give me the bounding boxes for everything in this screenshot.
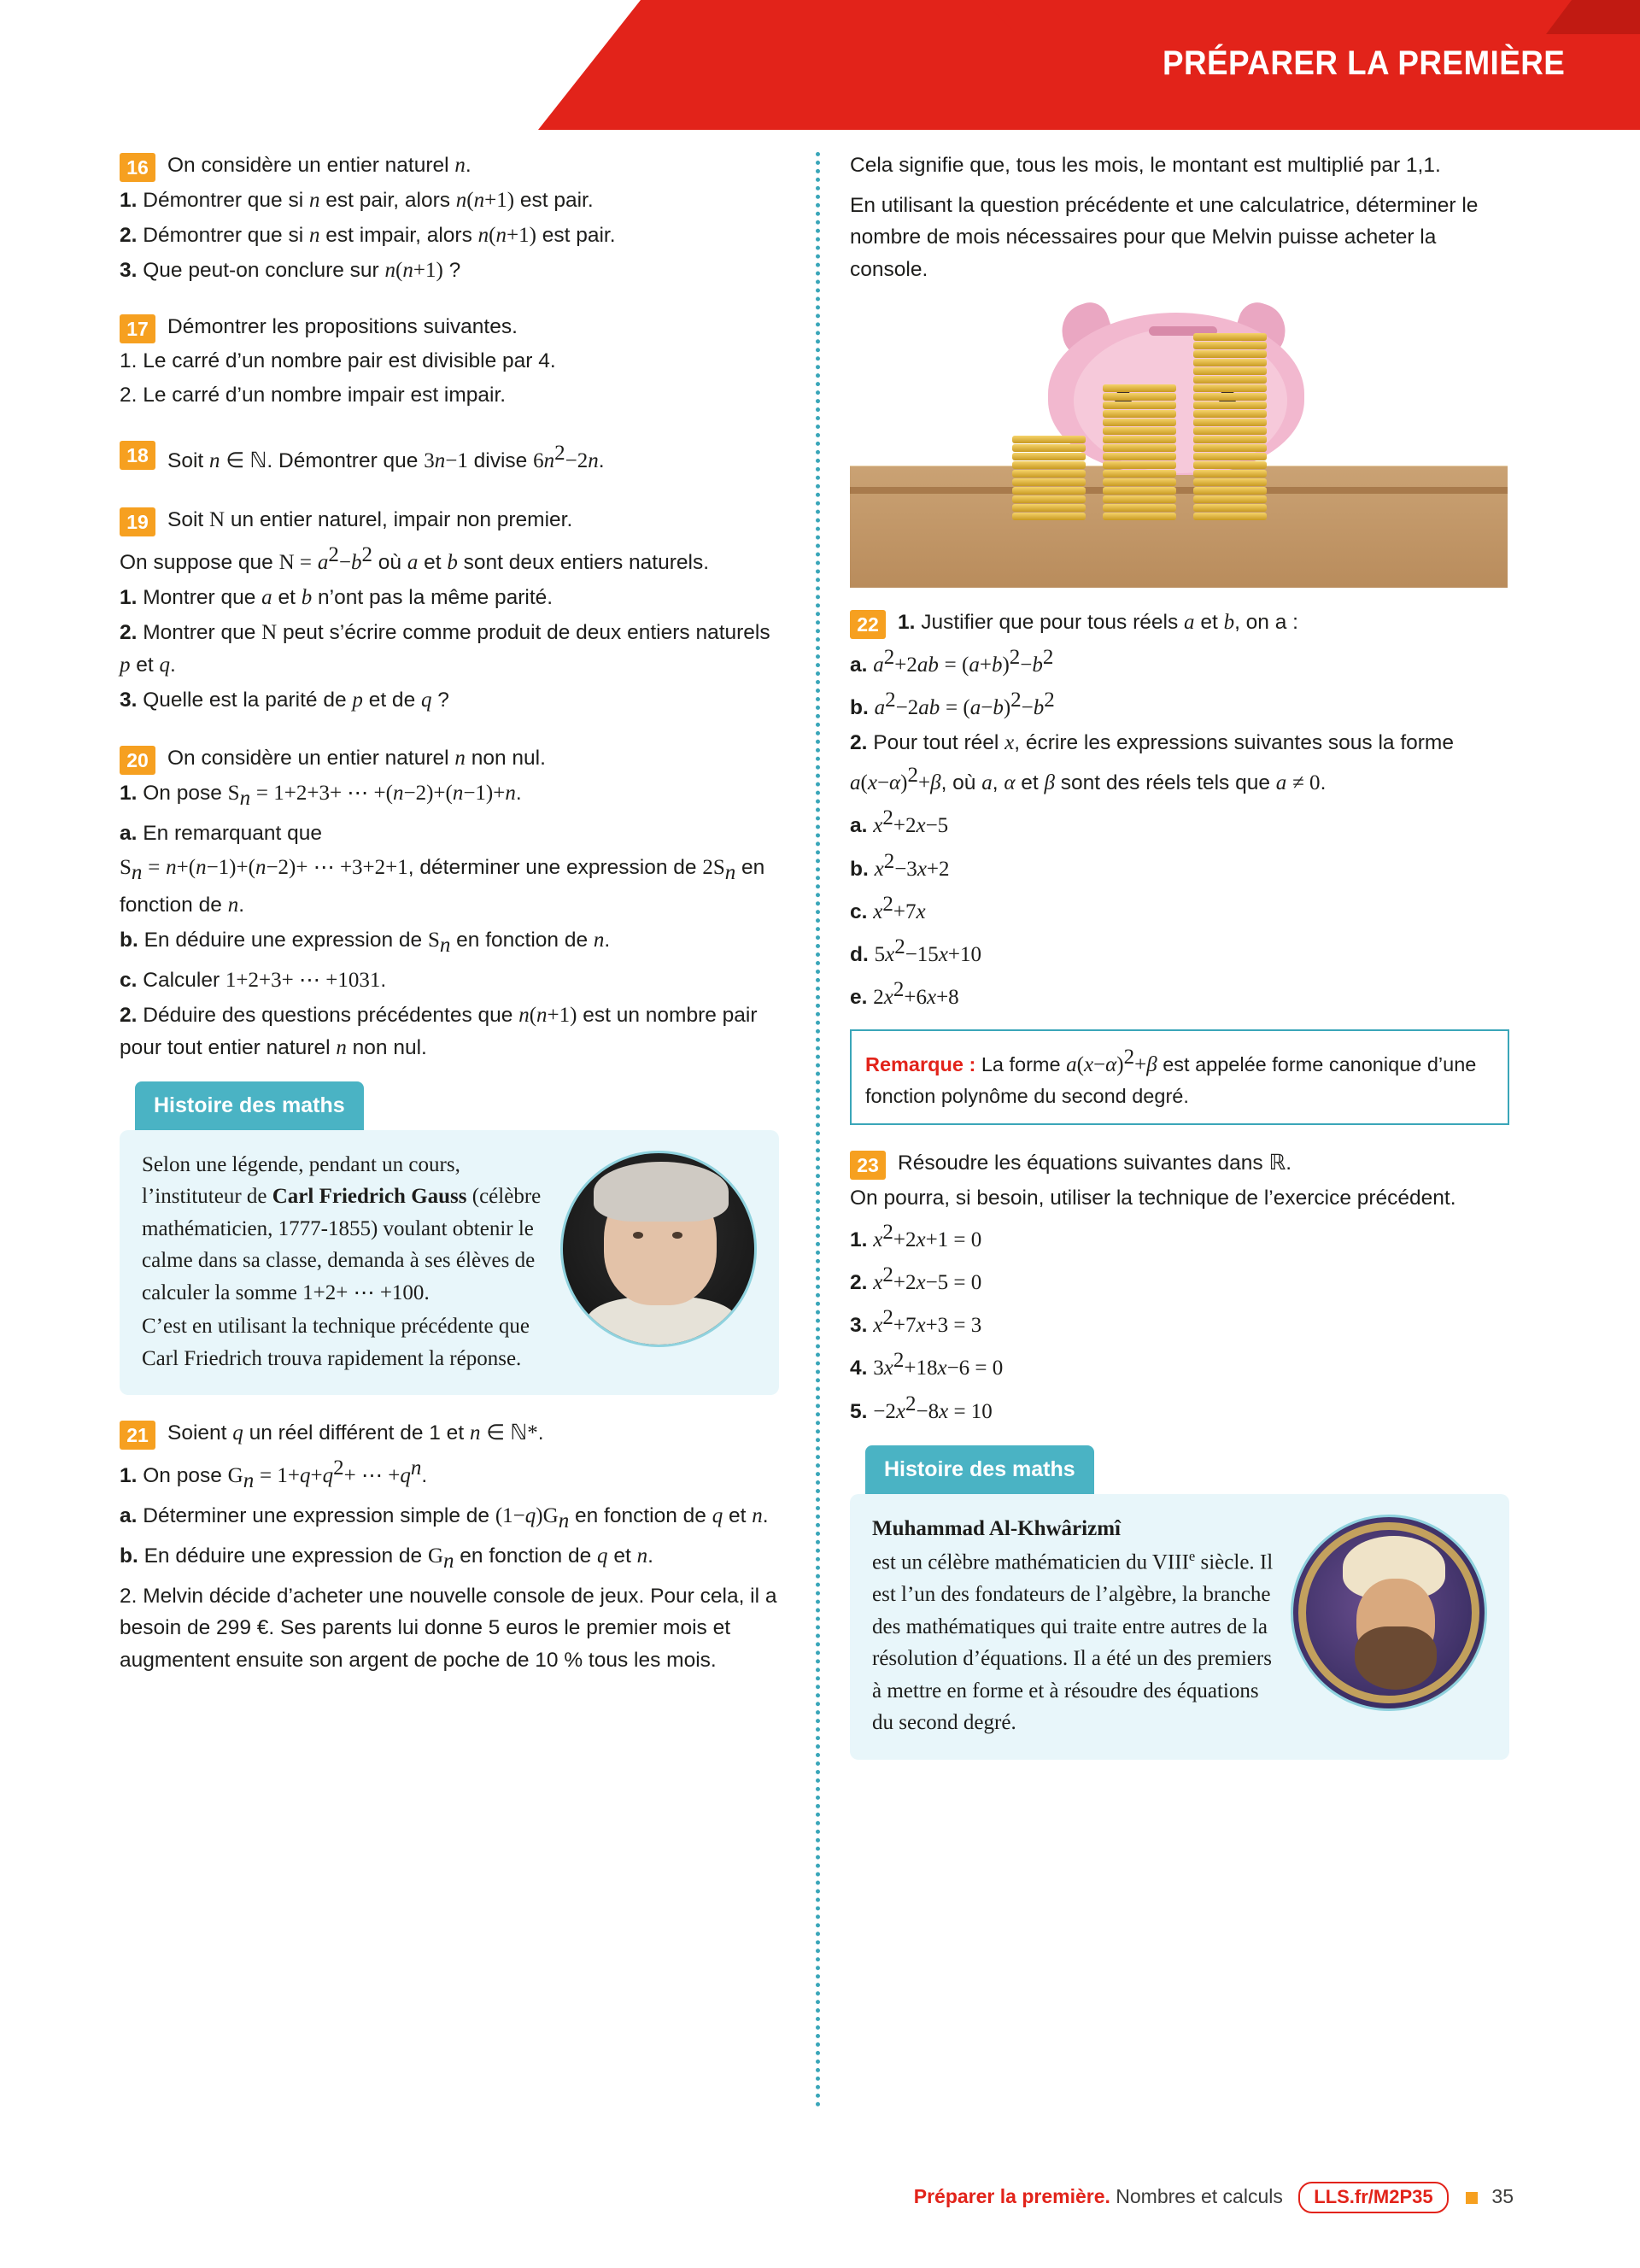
portrait-gauss [560, 1151, 757, 1347]
exercise-21-lead: Soient q un réel différent de 1 et n ∈ ℕ*. [167, 1421, 544, 1445]
exercise-23-q3: 3. $x^2+7x+3 = 3$ [850, 1306, 982, 1338]
page-title: PRÉPARER LA PREMIÈRE [1162, 44, 1565, 82]
exercise-number-18: 18 [120, 441, 155, 470]
column-divider [816, 152, 820, 2108]
portrait-al-khwarizmi [1291, 1515, 1487, 1711]
exercise-18-lead: Soit n ∈ ℕ. Démontrer que 3n−1 divise $6n^2-2n$. [167, 441, 605, 472]
exercise-20-q1c: c. Calculer 1+2+3+ ⋯ +1031. [120, 968, 387, 992]
exercise-21-q1a: a. Déterminer une expression simple de $(1-q)G_n$ en fonction de q et n. [120, 1504, 769, 1533]
coin-stack-medium [1103, 384, 1176, 521]
exercise-21-q1: 1. On pose $G_n = 1+q+q^2+$ ⋯ $+q^n$. [120, 1456, 428, 1493]
exercise-19-q1: 1. Montrer que a et b n’ont pas la même parité. [120, 586, 554, 610]
exercise-number-21: 21 [120, 1421, 155, 1450]
right-intro-1: Cela signifie que, tous les mois, le montant est multiplié par 1,1. [850, 154, 1441, 177]
exercise-23-lead2: On pourra, si besoin, utiliser la technique de l’exercice précédent. [850, 1186, 1456, 1210]
exercise-23-q4: 4. $3x^2+18x-6 = 0$ [850, 1349, 1004, 1380]
page-footer [0, 2182, 1640, 2213]
right-column [850, 149, 1509, 1780]
footer-square-marker [1466, 2192, 1478, 2204]
exercise-21-q2: 2. Melvin décide d’acheter une nouvelle console de jeux. Pour cela, il a besoin de 299 €. Ses parents lui donne 5 euros le premier mois et augmentent ensuite son argent de poche de 10 % tous les mois. [120, 1585, 777, 1672]
exercise-20-q1b: b. En déduire une expression de $S_n$ en fonction de n. [120, 929, 611, 957]
exercise-18 [120, 437, 779, 480]
exercise-20 [120, 742, 779, 1064]
exercise-22-q2d: d. $5x^2-15x+10$ [850, 935, 982, 967]
exercise-20-lead: On considère un entier naturel n non nul. [167, 747, 546, 771]
coin-stack-small [1012, 436, 1086, 521]
exercise-17-q1: 1. Le carré d’un nombre pair est divisible par 4. [120, 349, 556, 373]
khwarizmi-name: Muhammad Al-Khwârizmî [872, 1516, 1121, 1540]
exercise-22-q1b: b. $a^2-2ab = (a-b)^2-b^2$ [850, 689, 1055, 720]
exercise-22-q1: 1. Justifier que pour tous réels a et b, on a : [898, 610, 1298, 634]
histoire-right-text: est un célèbre mathématicien du VIIIe siècle. Il est l’un des fondateurs de l’algèbre, la branche des mathématiques qui traite entre autres de la résolution d’équations. Il a été un des premiers à mettre en forme et à résoudre des équations du second degré. [872, 1548, 1274, 1735]
footer-resource-code[interactable]: LLS.fr/M2P35 [1298, 2182, 1448, 2213]
piggy-bank-image [850, 297, 1508, 588]
exercise-number-17: 17 [120, 314, 155, 343]
exercise-21 [120, 1417, 779, 1676]
coin-stack-large [1193, 333, 1267, 521]
exercise-23 [850, 1147, 1509, 1428]
exercise-number-20: 20 [120, 746, 155, 775]
right-intro-2: En utilisant la question précédente et une calculatrice, déterminer le nombre de mois nécessaires pour que Melvin puisse acheter la console. [850, 194, 1479, 281]
footer-label-bold: Préparer la première. [913, 2185, 1110, 2207]
exercise-22-q2c: c. $x^2+7x$ [850, 892, 926, 923]
histoire-body-right [850, 1494, 1509, 1760]
exercise-20-q2: 2. Déduire des questions précédentes que n(n+1) est un nombre pair pour tout entier naturel n non nul. [120, 1003, 758, 1059]
exercise-22-q2a: a. $x^2+2x-5$ [850, 806, 949, 838]
histoire-tab-label-right: Histoire des maths [865, 1445, 1094, 1494]
exercise-number-23: 23 [850, 1151, 886, 1180]
exercise-number-19: 19 [120, 507, 155, 536]
exercise-23-q5: 5. $-2x^2-8x = 10$ [850, 1392, 993, 1423]
exercise-19-lead: Soit N un entier naturel, impair non premier. [167, 507, 573, 531]
exercise-23-lead: Résoudre les équations suivantes dans ℝ. [898, 1151, 1292, 1175]
exercise-22-q2b: b. $x^2-3x+2$ [850, 849, 950, 881]
page-number: 35 [1491, 2185, 1514, 2207]
footer-label-rest: Nombres et calculs [1116, 2185, 1283, 2207]
exercise-22-q2e: e. $2x^2+6x+8$ [850, 978, 959, 1010]
exercise-16-q1: 1. Démontrer que si n est pair, alors n(n+1) est pair. [120, 189, 594, 212]
exercise-16-q2: 2. Démontrer que si n est impair, alors n(n+1) est pair. [120, 224, 616, 247]
remark-label: Remarque : [865, 1053, 976, 1076]
exercise-20-q1a: a. En remarquant que [120, 821, 322, 845]
exercise-20-q1: 1. On pose $S_n = 1+2+3+$ ⋯ +(n−2)+(n−1)+n. [120, 782, 522, 810]
exercise-19-lead2: On suppose que $N = a^2-b^2$ où a et b sont deux entiers naturels. [120, 542, 710, 575]
histoire-left-text2: C’est en utilisant la technique précédente que Carl Friedrich trouva rapidement la réponse. [142, 1315, 530, 1370]
exercise-number-16: 16 [120, 153, 155, 182]
exercise-17-lead: Démontrer les propositions suivantes. [167, 315, 518, 338]
exercise-20-q1a-formula: $S_n = n+(n-1)+(n-2)+$ ⋯ +3+2+1, déterminer une expression de $2S_n$ en fonction de n. [120, 856, 765, 917]
exercise-16 [120, 149, 779, 287]
remark-box [850, 1029, 1509, 1125]
exercise-23-q1: 1. $x^2+2x+1 = 0$ [850, 1221, 982, 1252]
exercise-19 [120, 504, 779, 717]
exercise-16-q3: 3. Que peut-on conclure sur n(n+1) ? [120, 259, 461, 282]
exercise-22 [850, 607, 1509, 1014]
left-column [120, 149, 779, 1687]
exercise-19-q2: 2. Montrer que N peut s’écrire comme produit de deux entiers naturels p et q. [120, 621, 770, 677]
histoire-des-maths-khwarizmi [850, 1445, 1509, 1760]
histoire-left-text: Selon une légende, pendant un cours, l’instituteur de Carl Friedrich Gauss (célèbre mathématicien, 1777-1855) voulant obtenir le calme dans sa classe, demanda à ses élèves de calculer la somme 1+2+ ⋯ +100. [142, 1152, 542, 1304]
exercise-number-22: 22 [850, 610, 886, 639]
exercise-16-lead: On considère un entier naturel n. [167, 154, 472, 177]
exercise-22-q1a: a. $a^2+2ab = (a+b)^2-b^2$ [850, 645, 1054, 677]
exercise-17-q2: 2. Le carré d’un nombre impair est impair. [120, 384, 507, 407]
exercise-21-q1b: b. En déduire une expression de $G_n$ en fonction de q et n. [120, 1544, 653, 1574]
histoire-des-maths-gauss [120, 1081, 779, 1396]
exercise-17 [120, 311, 779, 412]
histoire-tab-label-left: Histoire des maths [135, 1081, 364, 1130]
exercise-22-q2: 2. Pour tout réel x, écrire les expressions suivantes sous la forme $a(x-\alpha)^2+\beta$, où a, α et β sont des réels tels que a ≠ 0. [850, 731, 1454, 795]
exercise-23-q2: 2. $x^2+2x-5 = 0$ [850, 1263, 982, 1295]
remark-text: La forme $a(x-\alpha)^2+\beta$ est appelée forme canonique d’une fonction polynôme du second degré. [865, 1046, 1477, 1107]
exercise-19-q3: 3. Quelle est la parité de p et de q ? [120, 689, 449, 712]
histoire-body-left [120, 1130, 779, 1396]
